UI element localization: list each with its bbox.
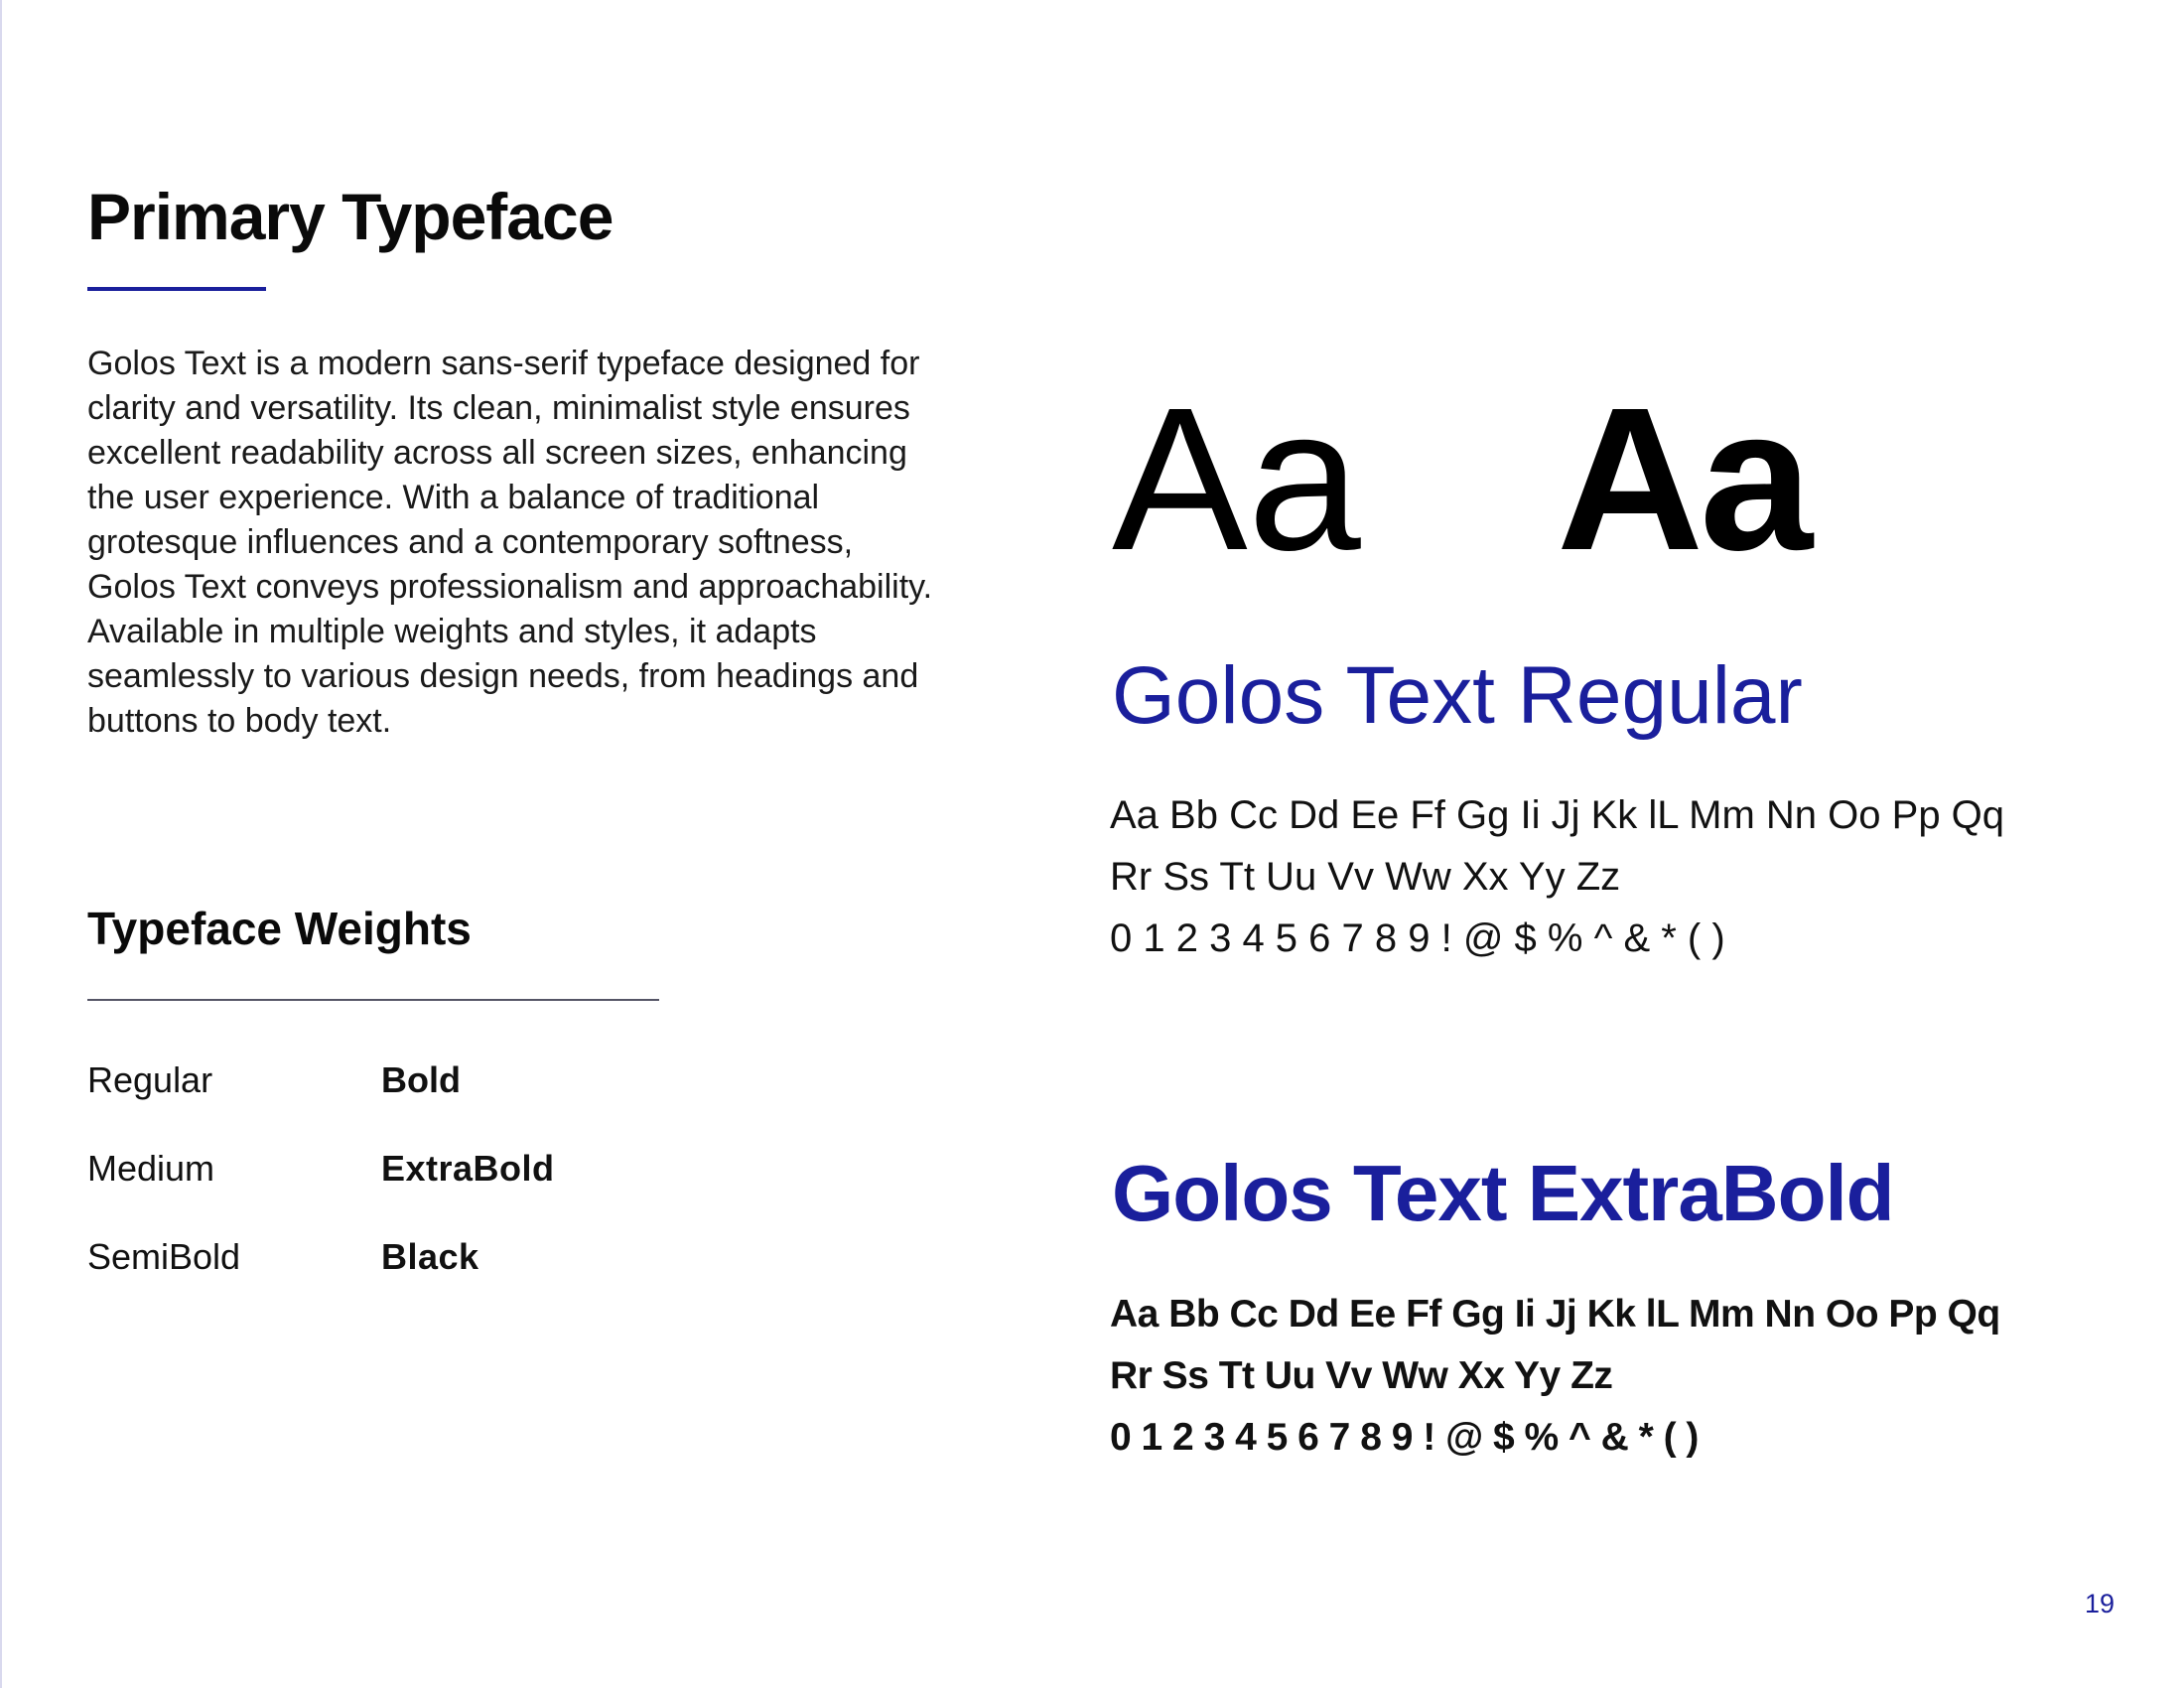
specimen-line: 0 1 2 3 4 5 6 7 8 9 ! @ $ % ^ & * ( ): [1110, 1416, 1699, 1459]
specimen-line: Aa Bb Cc Dd Ee Ff Gg Ii Jj Kk lL Mm Nn Oo Pp Qq: [1110, 1293, 2000, 1336]
glyph-sample-regular: Aa: [1112, 365, 1361, 593]
font-name-regular: Golos Text Regular: [1112, 650, 1803, 741]
weight-extrabold: ExtraBold: [381, 1148, 555, 1189]
specimen-regular: [1110, 784, 2162, 969]
glyph-sample-bold: Aa: [1557, 365, 1810, 593]
weights-heading: Typeface Weights: [87, 903, 472, 954]
weights-divider: [87, 999, 659, 1001]
title-accent-rule: [87, 287, 266, 291]
specimen-line: Aa Bb Cc Dd Ee Ff Gg Ii Jj Kk lL Mm Nn Oo Pp Qq: [1110, 793, 2005, 837]
weight-semibold: SemiBold: [87, 1236, 241, 1277]
weights-list: [87, 1058, 639, 1278]
page-edge-line: [0, 0, 2, 1688]
weight-black: Black: [381, 1236, 479, 1277]
specimen-line: Rr Ss Tt Uu Vv Ww Xx Yy Zz: [1110, 855, 1621, 899]
specimen-line: Rr Ss Tt Uu Vv Ww Xx Yy Zz: [1110, 1354, 1613, 1397]
page-number: 19: [2085, 1589, 2116, 1618]
weight-bold: Bold: [381, 1059, 461, 1100]
weight-regular: Regular: [87, 1059, 213, 1100]
page-title: Primary Typeface: [87, 180, 614, 253]
weight-medium: Medium: [87, 1148, 215, 1189]
font-name-extrabold: Golos Text ExtraBold: [1112, 1149, 1894, 1237]
specimen-extrabold: [1110, 1284, 2162, 1469]
typeface-description: Golos Text is a modern sans-serif typeface designed for clarity and versatility. Its clean, minimalist style ensures excellent readability across all screen sizes, enhancing the user experience. With a balance of traditional grotesque influences and a contemporary softness, Golos Text conveys professionalism and approachability. Available in multiple weights and styles, it adapts seamlessly to various design needs, from headings and buttons to body text.: [87, 345, 933, 740]
specimen-line: 0 1 2 3 4 5 6 7 8 9 ! @ $ % ^ & * ( ): [1110, 916, 1725, 960]
